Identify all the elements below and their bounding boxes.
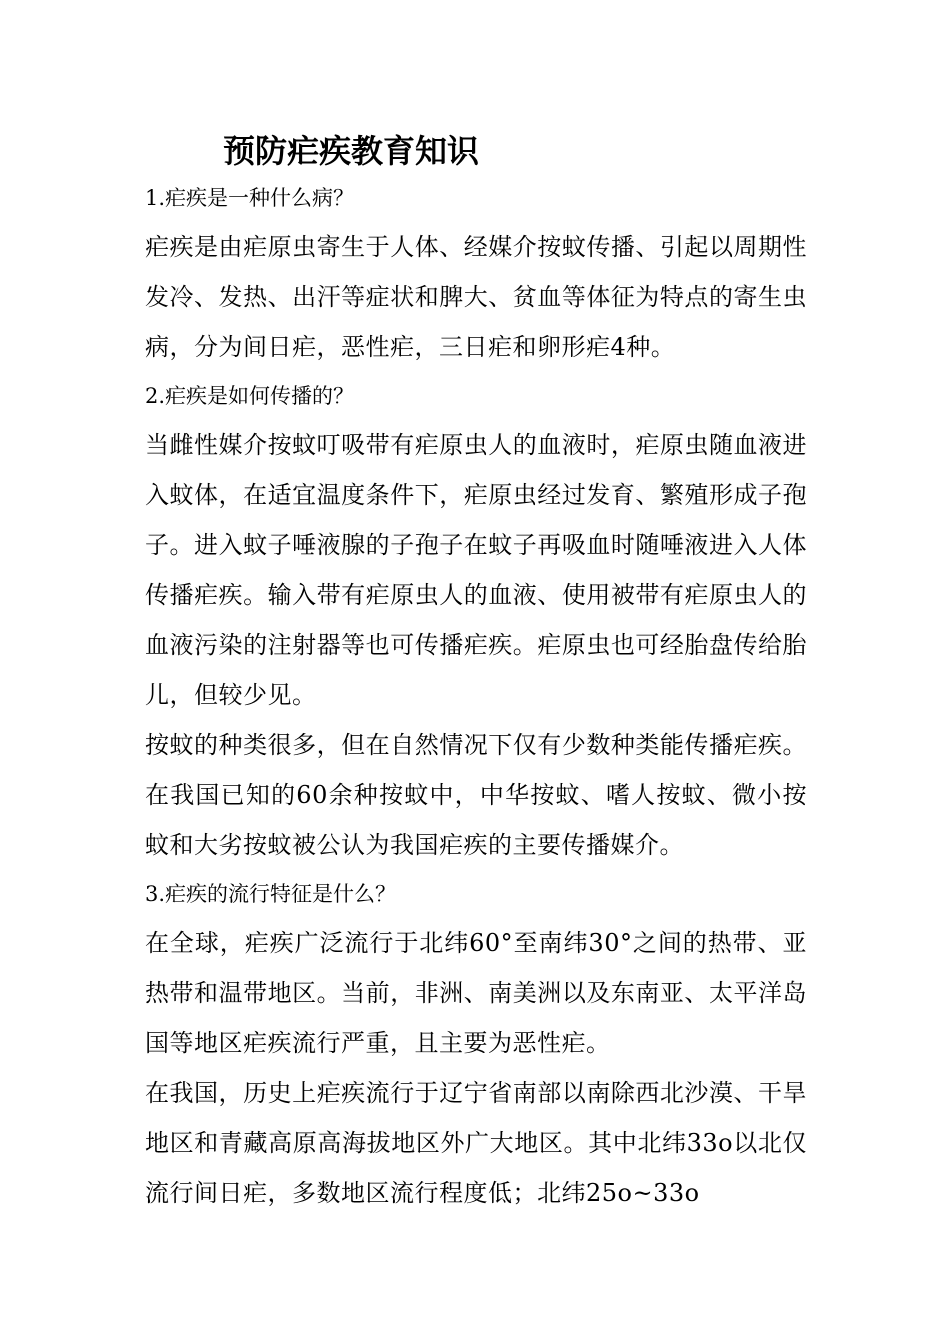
section-heading: 2.疟疾是如何传播的？ [145, 384, 355, 408]
paragraph: 当雌性媒介按蚊叮吸带有疟原虫人的血液时，疟原虫随血液进入蚊体，在适宜温度条件下，疟原虫经过发育、繁殖形成子孢子。进入蚊子唾液腺的子孢子在蚊子再吸血时随唾液进入人体传播疟疾。输入带有疟原虫人的血液、使用被带有疟原虫人的血液污染的注射器等也可传播疟疾。疟原虫也可经胎盘传给胎儿，但较少见。 [145, 431, 807, 709]
paragraph: 疟疾是由疟原虫寄生于人体、经媒介按蚊传播、引起以周期性发冷、发热、出汗等症状和脾大、贫血等体征为特点的寄生虫病，分为间日疟，恶性疟，三日疟和卵形疟4种。 [145, 233, 807, 361]
paragraph: 按蚊的种类很多，但在自然情况下仅有少数种类能传播疟疾。在我国已知的60余种按蚊中，中华按蚊、嗜人按蚊、微小按蚊和大劣按蚊被公认为我国疟疾的主要传播媒介。 [145, 731, 807, 859]
document-body [145, 128, 807, 1218]
paragraph: 在全球，疟疾广泛流行于北纬60°至南纬30°之间的热带、亚热带和温带地区。当前，非洲、南美洲以及东南亚、太平洋岛国等地区疟疾流行严重，且主要为恶性疟。 [145, 929, 807, 1057]
document-title: 预防疟疾教育知识 [223, 132, 480, 170]
section-3 [145, 870, 807, 1218]
paragraph: 在我国，历史上疟疾流行于辽宁省南部以南除西北沙漠、干旱地区和青藏高原高海拔地区外广大地区。其中北纬33o以北仅流行间日疟，多数地区流行程度低；北纬25o~33o [145, 1079, 807, 1207]
section-heading: 1.疟疾是一种什么病？ [145, 186, 355, 210]
section-heading: 3.疟疾的流行特征是什么？ [145, 882, 397, 906]
section-1 [145, 174, 807, 372]
section-2 [145, 372, 807, 870]
